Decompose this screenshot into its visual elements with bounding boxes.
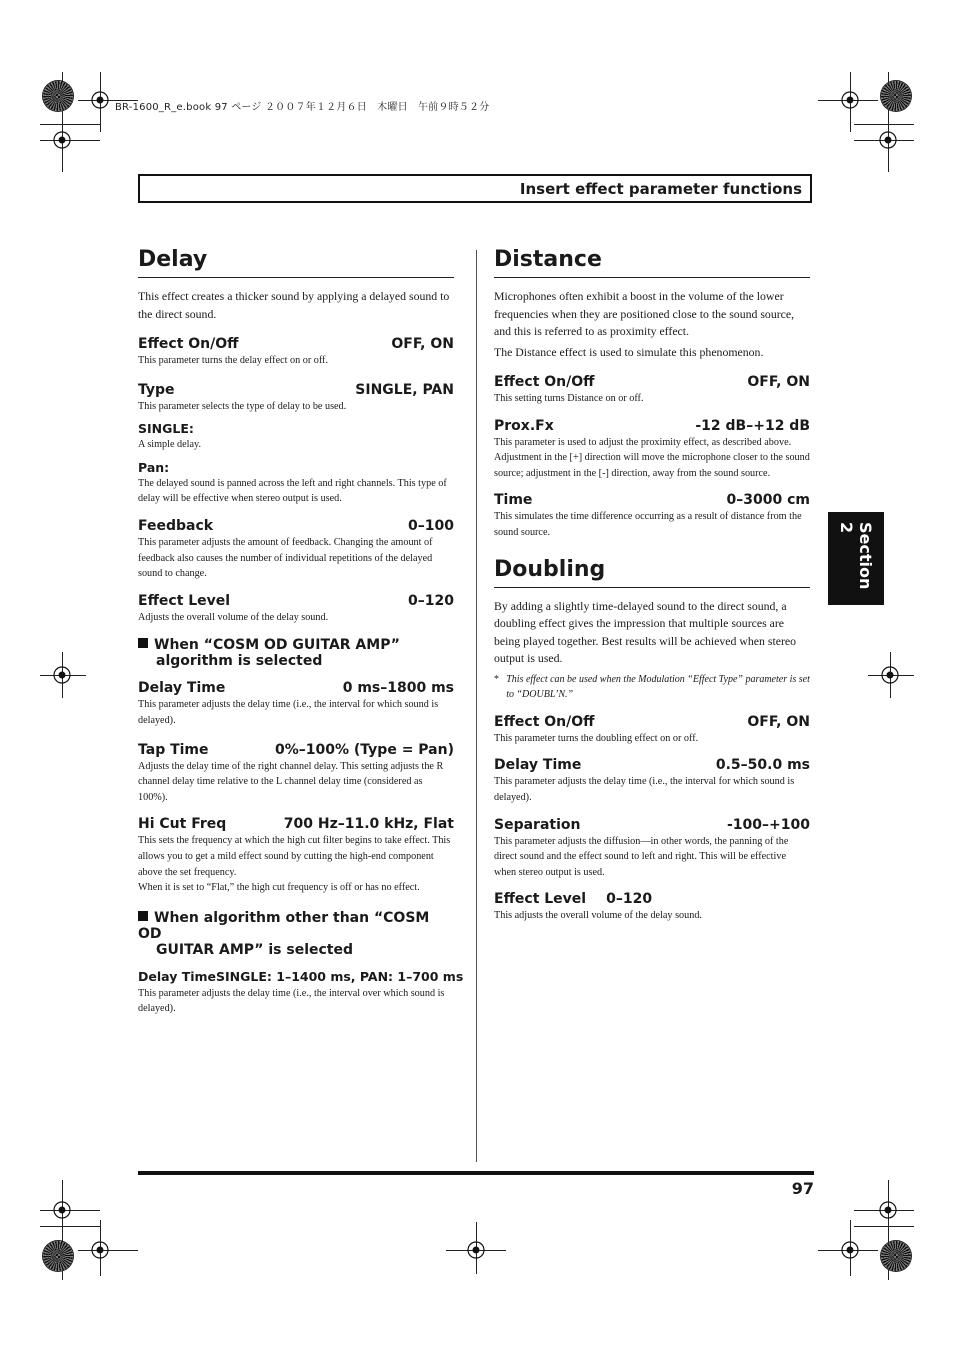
registration-target-icon: [837, 87, 863, 113]
subheading-line: algorithm is selected: [156, 653, 323, 670]
delay-title: Delay: [138, 245, 454, 278]
registration-target-icon: [875, 1197, 901, 1223]
param-range: SINGLE, PAN: [355, 381, 454, 398]
single-desc: A simple delay.: [138, 439, 201, 451]
param-name: Time: [494, 492, 533, 509]
distance-param-prox-fx: [494, 417, 810, 435]
doubling-intro: By adding a slightly time-delayed sound to the direct sound, a doubling effect gives the impression that multiple sources are being played together. Best results will be achieved when stereo output is used.: [494, 598, 797, 666]
param-name: Hi Cut Freq: [138, 816, 227, 833]
doubling-param-effect-level: [494, 890, 810, 908]
print-job-info: BR-1600_R_e.book 97 ページ ２００７年１２月６日 木曜日 午前９時５２分: [115, 102, 490, 113]
color-registration-burst-icon: [43, 1241, 73, 1271]
single-label: SINGLE:: [138, 421, 194, 437]
doubling-param-separation: [494, 816, 810, 834]
delay-param-type: [138, 381, 454, 399]
registration-target-icon: [837, 1237, 863, 1263]
param-range: 0–3000 cm: [726, 492, 810, 509]
param-range: OFF, ON: [747, 374, 810, 390]
registration-target-icon: [49, 127, 75, 153]
note-text: This effect can be used when the Modulation “Effect Type” parameter is set to “DOUBL’N.”: [506, 673, 810, 701]
cosm-param-hi-cut-freq: [138, 815, 454, 833]
param-range: OFF, ON: [747, 713, 810, 730]
param-range: 0–100: [408, 517, 454, 534]
section-tab: [828, 512, 884, 605]
param-desc: This parameter is used to adjust the proximity effect, as described above. Adjustment in the [+] direction will move the microphone closer to the sound source; adjustment in the [-] direction, away from the sound source.: [494, 436, 810, 479]
param-range: 0 ms–1800 ms: [342, 680, 454, 697]
square-bullet-icon: [138, 638, 148, 648]
color-registration-burst-icon: [43, 81, 73, 111]
param-name: Delay Time: [138, 968, 217, 984]
delay-param-on-off: [138, 335, 454, 353]
param-desc: This parameter selects the type of delay to be used.: [138, 400, 347, 412]
cosm-subheading: [138, 637, 454, 669]
delay-param-feedback: [138, 517, 454, 535]
cosm-param-delay-time: [138, 679, 454, 697]
subheading-line: When “COSM OD GUITAR AMP”: [154, 637, 400, 654]
registration-target-icon: [463, 1237, 489, 1263]
param-name: Effect On/Off: [494, 713, 595, 730]
pan-desc: The delayed sound is panned across the left and right channels. This type of delay will be effective when stereo output is used.: [138, 477, 447, 505]
column-divider: [476, 250, 477, 1162]
param-range: OFF, ON: [391, 336, 454, 352]
registration-target-icon: [877, 662, 903, 688]
param-desc: This sets the frequency at which the high cut filter begins to take effect. This allows you to get a mild effect sound by cutting the high-end component above the set frequency.: [138, 835, 451, 878]
param-desc: This parameter adjusts the delay time (i.e., the interval over which sound is delayed).: [138, 987, 445, 1015]
delay-param-effect-level: [138, 592, 454, 610]
delay-intro: This effect creates a thicker sound by applying a delayed sound to the direct sound.: [138, 289, 450, 321]
color-registration-burst-icon: [881, 81, 911, 111]
param-range: SINGLE: 1–1400 ms, PAN: 1–700 ms: [216, 968, 464, 984]
doubling-param-on-off: [494, 713, 810, 731]
param-desc: This parameter adjusts the delay time (i.e., the interval for which sound is delayed).: [494, 776, 795, 803]
other-param-delay-time: [138, 968, 464, 986]
param-desc: This setting turns Distance on or off.: [494, 393, 644, 404]
square-bullet-icon: [138, 911, 148, 921]
distance-param-on-off: [494, 373, 810, 391]
pan-label: Pan:: [138, 459, 170, 475]
footer-rule: [138, 1171, 814, 1175]
param-range: 0.5–50.0 ms: [715, 757, 810, 774]
param-name: Effect On/Off: [494, 374, 595, 390]
param-name: Effect Level: [494, 891, 587, 908]
param-desc: This parameter adjusts the delay time (i.e., the interval for which sound is delayed).: [138, 699, 439, 726]
other-algorithm-subheading: [138, 910, 454, 958]
delay-section: [138, 245, 464, 1017]
param-name: Tap Time: [138, 741, 209, 758]
param-desc: This simulates the time difference occurring as a result of distance from the sound source.: [494, 511, 802, 538]
distance-title: Distance: [494, 245, 810, 278]
doubling-title: Doubling: [494, 555, 810, 588]
registration-target-icon: [87, 87, 113, 113]
param-range: 700 Hz–11.0 kHz, Flat: [283, 816, 454, 833]
subheading-line: When algorithm other than “COSM OD: [138, 909, 430, 942]
param-desc: This parameter adjusts the diffusion—in other words, the panning of the direct sound and the effect sound to left and right. This will be effective when stereo output is used.: [494, 835, 789, 878]
registration-target-icon: [49, 1197, 75, 1223]
distance-section: [494, 245, 810, 924]
section-tab-label: Section 2: [837, 522, 875, 590]
param-desc: Adjusts the delay time of the right channel delay. This setting adjusts the R channel delay time relative to the L channel delay time (considered as 100%).: [138, 760, 444, 803]
note-mark: *: [494, 673, 499, 685]
param-name: Feedback: [138, 517, 214, 534]
hicut-extra: When it is set to “Flat,” the high cut frequency is off or has no effect.: [138, 882, 420, 894]
param-name: Prox.Fx: [494, 417, 554, 434]
param-desc: Adjusts the overall volume of the delay sound.: [138, 611, 329, 623]
param-desc: This parameter adjusts the amount of feedback. Changing the amount of feedback also causes the number of individual repetitions of the delayed sound to change.: [138, 536, 433, 580]
header-title: Insert effect parameter functions: [519, 180, 802, 198]
param-name: Effect Level: [138, 592, 231, 609]
distance-intro: Microphones often exhibit a boost in the volume of the lower frequencies when they are positioned close to the sound source, and this is referred to as proximity effect.: [494, 289, 795, 338]
registration-target-icon: [875, 127, 901, 153]
param-range: 0%–100% (Type = Pan): [275, 741, 454, 758]
cosm-param-tap-time: [138, 741, 454, 759]
page-number: 97: [791, 1179, 814, 1198]
registration-target-icon: [87, 1237, 113, 1263]
running-header: [138, 174, 812, 203]
param-desc: This parameter turns the doubling effect on or off.: [494, 732, 699, 744]
param-name: Type: [138, 381, 175, 398]
param-name: Effect On/Off: [138, 336, 239, 352]
param-desc: This parameter turns the delay effect on or off.: [138, 355, 329, 366]
distance-param-time: [494, 491, 810, 509]
registration-target-icon: [49, 662, 75, 688]
subheading-line: GUITAR AMP” is selected: [156, 941, 354, 958]
param-range: 0–120: [408, 592, 454, 609]
param-range: -100–+100: [727, 816, 810, 833]
param-range: 0–120: [606, 891, 653, 908]
param-name: Separation: [494, 816, 581, 833]
doubling-param-delay-time: [494, 756, 810, 774]
param-name: Delay Time: [138, 680, 226, 697]
param-range: -12 dB–+12 dB: [695, 417, 810, 434]
param-desc: This adjusts the overall volume of the delay sound.: [494, 910, 702, 922]
doubling-note: [494, 672, 810, 703]
param-name: Delay Time: [494, 757, 582, 774]
color-registration-burst-icon: [881, 1241, 911, 1271]
distance-intro-2: The Distance effect is used to simulate this phenomenon.: [494, 344, 764, 359]
